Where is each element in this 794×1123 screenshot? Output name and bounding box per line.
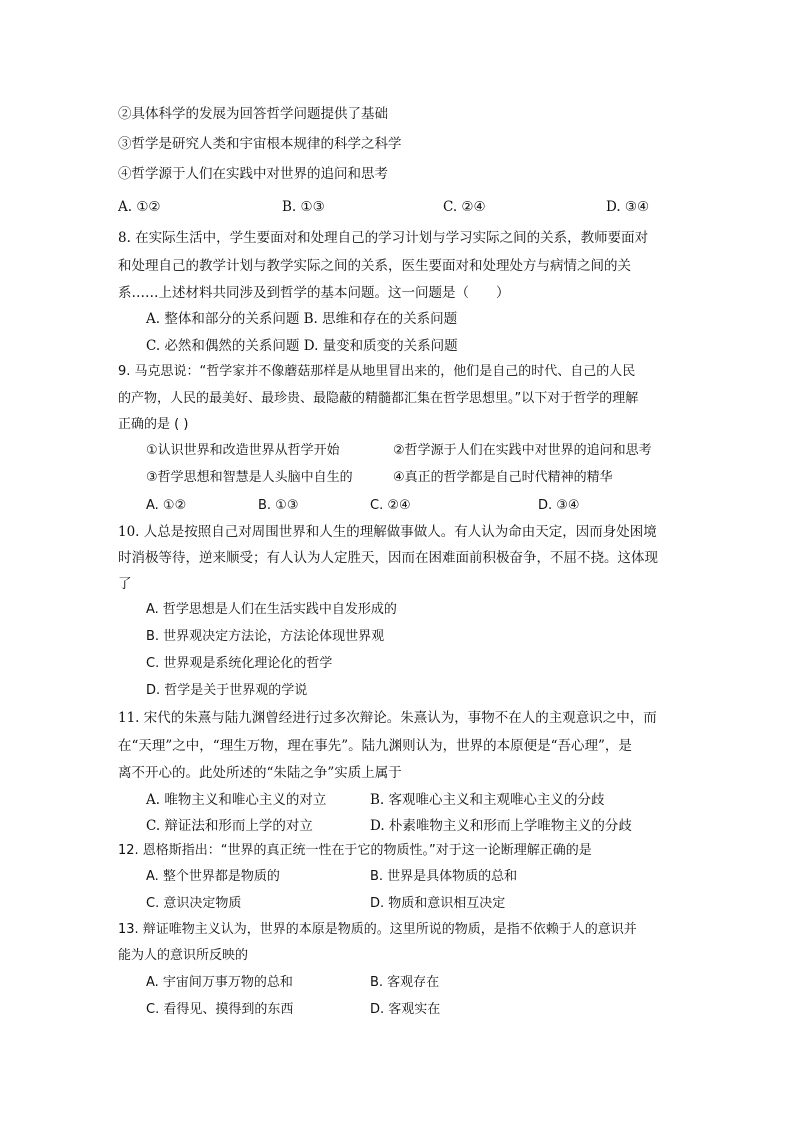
q10-stem-line-1: 10. 人总是按照自己对周围世界和人生的理解做事做人。有人认为命由天定，因而身处困境: [118, 524, 657, 540]
q9-option-a[interactable]: A. ①②: [146, 498, 187, 513]
q10-option-d[interactable]: D. 哲学是关于世界观的学说: [146, 683, 308, 698]
q12-option-a[interactable]: A. 整个世界都是物质的: [146, 869, 280, 884]
q8-options-row-2[interactable]: C. 必然和偶然的关系问题 D. 量变和质变的关系问题: [146, 338, 458, 354]
q11-stem-line-1: 11. 宋代的朱熹与陆九渊曾经进行过多次辩论。朱熹认为，事物不在人的主观意识之中，而: [118, 710, 657, 726]
q11-option-c[interactable]: C. 辩证法和形而上学的对立: [146, 818, 313, 834]
q9-stem-line-1: 9. 马克思说：“哲学家并不像蘑菇那样是从地里冒出来的，他们是自己的时代、自己的人民: [118, 364, 636, 379]
q12-stem: 12. 恩格斯指出：“世界的真正统一性在于它的物质性。”对于这一论断理解正确的是: [118, 843, 592, 858]
q8-options-row-1[interactable]: A. 整体和部分的关系问题 B. 思维和存在的关系问题: [146, 311, 458, 327]
q10-option-a[interactable]: A. 哲学思想是人们在生活实践中自发形成的: [146, 602, 397, 617]
option-d[interactable]: D. ③④: [606, 199, 650, 215]
q13-option-d[interactable]: D. 客观实在: [370, 1002, 441, 1017]
q11-stem-line-3: 离不开心的。此处所述的“朱陆之争”实质上属于: [118, 765, 402, 781]
q9-stem-line-3: 正确的是 ( ): [118, 417, 189, 432]
q12-option-d[interactable]: D. 物质和意识相互决定: [370, 896, 506, 911]
q8-stem-line-3: 系……上述材料共同涉及到哲学的基本问题。这一问题是（ ）: [118, 285, 510, 301]
q13-stem-line-2: 能为人的意识所反映的: [118, 948, 249, 963]
q11-option-b[interactable]: B. 客观唯心主义和主观唯心主义的分歧: [370, 792, 605, 808]
q9-option-c[interactable]: C. ②④: [370, 498, 411, 513]
q9-statement-4: ④真正的哲学都是自己时代精神的精华: [393, 470, 613, 485]
statement-4: ④哲学源于人们在实践中对世界的追问和思考: [118, 166, 388, 182]
q13-stem-line-1: 13. 辩证唯物主义认为，世界的本原是物质的。这里所说的物质，是指不依赖于人的意识并: [118, 922, 637, 937]
q13-option-a[interactable]: A. 宇宙间万事万物的总和: [146, 975, 293, 990]
q10-stem-line-3: 了: [118, 576, 132, 592]
q8-stem-line-1: 8. 在实际生活中，学生要面对和处理自己的学习计划与学习实际之间的关系，教师要面对: [118, 230, 649, 246]
statement-3: ③哲学是研究人类和宇宙根本规律的科学之科学: [118, 136, 402, 152]
statement-2: ②具体科学的发展为回答哲学问题提供了基础: [118, 106, 388, 122]
q12-option-b[interactable]: B. 世界是具体物质的总和: [370, 869, 518, 884]
option-c[interactable]: C. ②④: [443, 199, 486, 215]
q10-option-b[interactable]: B. 世界观决定方法论，方法论体现世界观: [146, 629, 385, 644]
q8-stem-line-2: 和处理自己的教学计划与教学实际之间的关系，医生要面对和处理处方与病情之间的关: [118, 258, 631, 274]
q13-option-c[interactable]: C. 看得见、摸得到的东西: [146, 1002, 294, 1017]
q13-option-b[interactable]: B. 客观存在: [370, 975, 440, 990]
q9-option-b[interactable]: B. ①③: [258, 498, 299, 513]
q10-option-c[interactable]: C. 世界观是系统化理论化的哲学: [146, 656, 333, 671]
q11-stem-line-2: 在“天理”之中，“理生万物，理在事先”。陆九渊则认为，世界的本原便是“吾心理”，是: [118, 738, 632, 754]
q9-stem-line-2: 的产物，人民的最美好、最珍贵、最隐蔽的精髓都汇集在哲学思想里。”以下对于哲学的理解: [118, 391, 639, 406]
option-b[interactable]: B. ①③: [282, 199, 325, 215]
q9-statement-2: ②哲学源于人们在实践中对世界的追问和思考: [393, 443, 652, 458]
q12-option-c[interactable]: C. 意识决定物质: [146, 896, 242, 911]
q11-option-a[interactable]: A. 唯物主义和唯心主义的对立: [146, 792, 327, 808]
q9-statement-3: ③哲学思想和智慧是人头脑中自生的: [146, 470, 353, 485]
q9-option-d[interactable]: D. ③④: [538, 498, 580, 513]
option-a[interactable]: A. ①②: [118, 199, 161, 215]
q11-option-d[interactable]: D. 朴素唯物主义和形而上学唯物主义的分歧: [370, 818, 632, 834]
q10-stem-line-2: 时消极等待，逆来顺受；有人认为人定胜天，因而在困难面前积极奋争，不屈不挠。这体现: [118, 550, 658, 566]
q9-statement-1: ①认识世界和改造世界从哲学开始: [146, 443, 340, 458]
